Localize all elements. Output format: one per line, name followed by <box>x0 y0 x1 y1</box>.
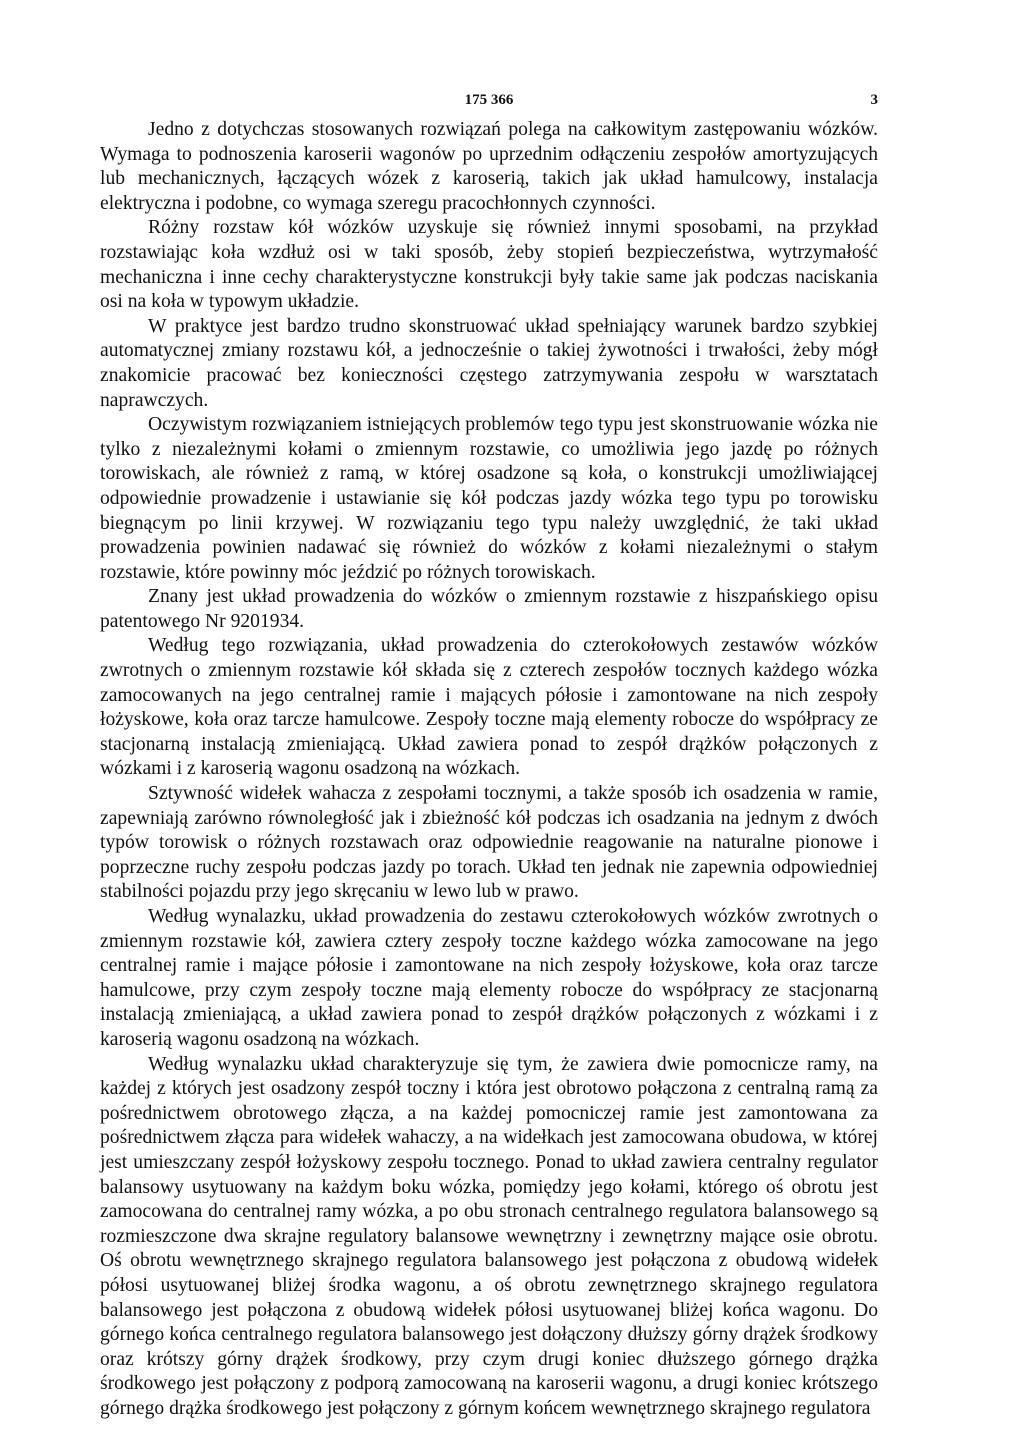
paragraph: Według tego rozwiązania, układ prowadzenia do czterokołowych zestawów wózków zwrotnych o zmiennym rozstawie kół składa się z czterech zespołów tocznych każdego wózka zamocowanych na jego centralnej ramie i mających półosie i zamontowane na nich zespoły łożyskowe, koła oraz tarcze hamulcowe. Zespoły toczne mają elementy robocze do współpracy ze stacjonarną instalacją zmieniającą. Układ zawiera ponad to zespół drążków połączonych z wózkami i z karoserią wagonu osadzoną na wózkach. <box>100 635 878 780</box>
paragraph: Sztywność widełek wahacza z zespołami tocznymi, a także sposób ich osadzenia w ramie, zapewniają zarówno równoległość jak i zbieżność kół podczas ich osadzania na jednym z dwóch typów torowisk o różnych rozstawach oraz odpowiednie reagowanie na naturalne pionowe i poprzeczne ruchy zespołu podczas jazdy po torach. Układ ten jednak nie zapewnia odpowiedniej stabilności pojazdu przy jego skręcaniu w lewo lub w prawo. <box>100 783 878 903</box>
paragraph: Oczywistym rozwiązaniem istniejących problemów tego typu jest skonstruowanie wózka nie tylko z niezależnymi kołami o zmiennym rozstawie, co umożliwia jego jazdę po różnych torowiskach, ale również z ramą, w której osadzone są koła, o konstrukcji umożliwiającej odpowiednie prowadzenie i ustawianie się kół podczas jazdy wózka tego typu po torowisku biegnącym po linii krzywej. W rozwiązaniu tego typu należy uwzględnić, że taki układ prowadzenia powinien nadawać się również do wózków z kołami niezależnymi o stałym rozstawie, które powinny móc jeździć po różnych torowiskach. <box>100 414 878 583</box>
paragraph: Według wynalazku układ charakteryzuje się tym, że zawiera dwie pomocnicze ramy, na każdej z których jest osadzony zespół toczny i która jest obrotowo połączona z centralną ramą za pośrednictwem obrotowego złącza, a na każdej pomocniczej ramie jest zamontowana za pośrednictwem złącza para widełek wahaczy, a na widełkach jest zamocowana obudowa, w której jest umieszczany zespół łożyskowy zespołu tocznego. Ponad to układ zawiera centralny regulator balansowy usytuowany na każdym boku wózka, pomiędzy jego kołami, którego oś obrotu jest zamocowana do centralnej ramy wózka, a po obu stronach centralnego regulatora balansowego są rozmieszczone dwa skrajne regulatory balansowe wewnętrzny i zewnętrzny mające osie obrotu. Oś obrotu wewnętrznego skrajnego regulatora balansowego jest połączona z obudową widełek półosi usytuowanej bliżej środka wagonu, a oś obrotu zewnętrznego skrajnego regulatora balansowego jest połączona z obudową widełek półosi usytuowanej bliżej końca wagonu. Do górnego końca centralnego regulatora balansowego jest dołączony dłuższy górny drążek środkowy oraz krótszy górny drążek środkowy, przy czym drugi koniec dłuższego górnego drążka środkowego jest połączony z podporą zamocowaną na karoserii wagonu, a drugi koniec krótszego górnego drążka środkowego jest połączony z górnym końcem wewnętrznego skrajnego regulatora <box>100 1053 878 1419</box>
patent-number: 175 366 <box>464 92 514 108</box>
paragraph: Znany jest układ prowadzenia do wózków o zmiennym rozstawie z hiszpańskiego opisu patentowego Nr 9201934. <box>100 586 878 632</box>
paragraph: Według wynalazku, układ prowadzenia do zestawu czterokołowych wózków zwrotnych o zmiennym rozstawie kół, zawiera cztery zespoły toczne każdego wózka zamocowane na jego centralnej ramie i mające półosie i zamontowane na nich zespoły łożyskowe, koła oraz tarcze hamulcowe, przy czym zespoły toczne mają elementy robocze do współpracy ze stacjonarną instalacją zmieniającą, a układ zawiera ponad to zespół drążków połączonych z wózkami i z karoserią wagonu osadzoną na wózkach. <box>100 906 878 1050</box>
paragraph: Jedno z dotychczas stosowanych rozwiązań polega na całkowitym zastępowaniu wózków. Wymaga to podnoszenia karoserii wagonów po uprzednim odłączeniu zespołów amortyzujących lub mechanicznych, łączących wózek z karoserią, takich jak układ hamulcowy, instalacja elektryczna i podobne, co wymaga szeregu pracochłonnych czynności. <box>100 119 878 214</box>
page-number: 3 <box>870 92 878 108</box>
paragraph: W praktyce jest bardzo trudno skonstruować układ spełniający warunek bardzo szybkiej automatycznej zmiany rozstawu kół, a jednocześnie o takiej żywotności i trwałości, żeby mógł znakomicie pracować bez konieczności częstego zatrzymywania zespołu w warsztatach naprawczych. <box>100 315 878 411</box>
paragraph: Różny rozstaw kół wózków uzyskuje się również innymi sposobami, na przykład rozstawiając koła wzdłuż osi w taki sposób, żeby stopień bezpieczeństwa, wytrzymałość mechaniczna i inne cechy charakterystyczne konstrukcji były takie same jak podczas naciskania osi na koła w typowym układzie. <box>100 217 878 313</box>
document-page <box>100 92 878 1421</box>
document-body <box>100 118 878 1421</box>
page-header <box>100 92 878 118</box>
